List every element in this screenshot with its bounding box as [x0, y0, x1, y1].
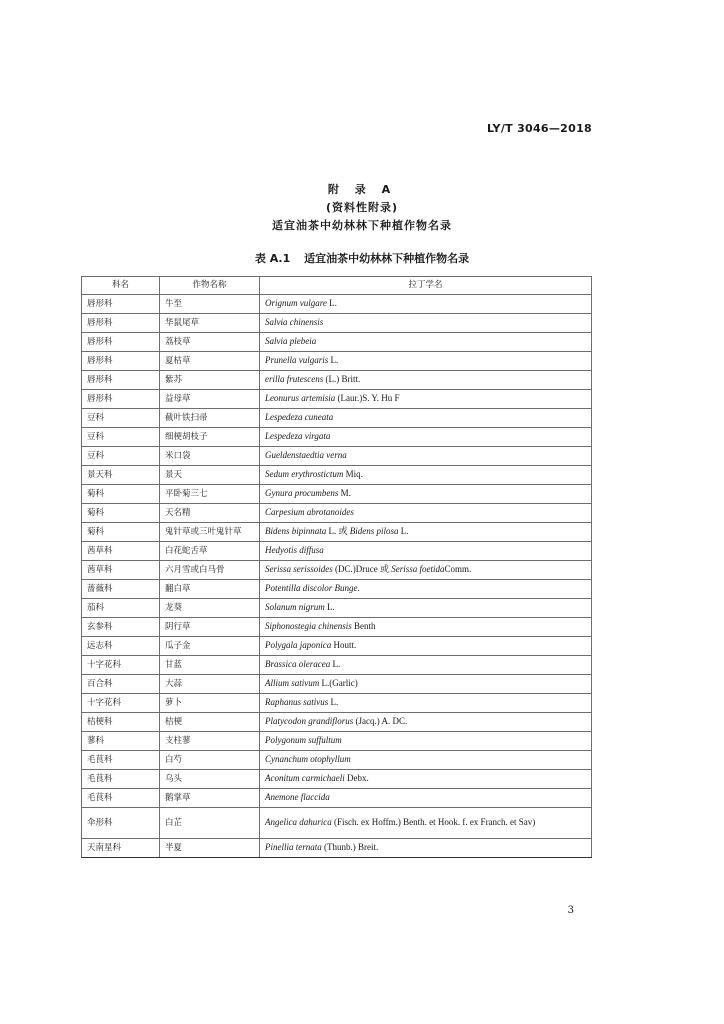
table-row [82, 409, 592, 428]
table-row [82, 352, 592, 371]
latin-name-cell [260, 789, 592, 808]
latin-name-text: M. [338, 488, 351, 499]
latin-name-text: (DC.)Druce 或 [332, 564, 392, 575]
table-row [82, 637, 592, 656]
table-row [82, 466, 592, 485]
latin-name-italic: Polygala japonica [265, 640, 332, 651]
latin-name-cell [260, 732, 592, 751]
annex-kind: (资料性附录) [325, 201, 399, 214]
family-cell: 菊科 [82, 485, 160, 504]
family-cell: 豆科 [82, 409, 160, 428]
latin-name-cell [260, 713, 592, 732]
latin-name-cell [260, 770, 592, 789]
table-row [82, 485, 592, 504]
crop-name-cell: 白花蛇舌草 [160, 542, 260, 561]
table-body [82, 295, 592, 858]
latin-name-italic: Angelica dahurica [265, 817, 332, 828]
latin-name-cell [260, 504, 592, 523]
table-caption-number: 表 A.1 [254, 252, 291, 265]
table-row [82, 333, 592, 352]
latin-name-cell [260, 656, 592, 675]
family-cell: 唇形科 [82, 390, 160, 409]
table-row [82, 428, 592, 447]
family-cell: 毛茛科 [82, 770, 160, 789]
crop-name-cell: 半夏 [160, 839, 260, 858]
plant-table [81, 276, 592, 858]
latin-name-italic: Aconitum carmichaeli [265, 773, 345, 784]
latin-name-italic: Anemone flaccida [265, 792, 330, 803]
crop-name-cell: 桔梗 [160, 713, 260, 732]
crop-name-cell: 天名精 [160, 504, 260, 523]
table-row [82, 295, 592, 314]
family-cell: 唇形科 [82, 371, 160, 390]
family-cell: 菊科 [82, 504, 160, 523]
family-cell: 玄参科 [82, 618, 160, 637]
latin-name-text: . [357, 583, 360, 594]
latin-name-italic: Raphanus sativus [265, 697, 329, 708]
crop-name-cell: 细梗胡枝子 [160, 428, 260, 447]
family-cell: 豆科 [82, 428, 160, 447]
crop-name-cell: 甘蓝 [160, 656, 260, 675]
crop-name-cell: 翻白草 [160, 580, 260, 599]
latin-name-text: L. [330, 659, 341, 670]
column-header-crop: 作物名称 [160, 277, 260, 295]
latin-name-cell [260, 409, 592, 428]
latin-name-italic: Lespedeza virgata [265, 431, 331, 442]
latin-name-italic: Bidens bipinnata [265, 526, 327, 537]
latin-name-italic: Bidens pilosa [349, 526, 399, 537]
family-cell: 桔梗科 [82, 713, 160, 732]
latin-name-cell [260, 523, 592, 542]
latin-name-text: L. [328, 355, 339, 366]
latin-name-italic: Gynura procumbens [265, 488, 339, 499]
table-row [82, 770, 592, 789]
latin-name-italic: Lespedeza cuneata [265, 412, 334, 423]
latin-name-text: Miq. [343, 469, 363, 480]
latin-name-italic: Gueldenstaedtia verna [265, 450, 347, 461]
table-row [82, 789, 592, 808]
latin-name-text: Debx. [344, 773, 369, 784]
table-header-row [82, 277, 592, 295]
crop-name-cell: 六月雪或白马骨 [160, 561, 260, 580]
latin-name-cell [260, 333, 592, 352]
latin-name-cell [260, 561, 592, 580]
family-cell: 豆科 [82, 447, 160, 466]
crop-name-cell: 米口袋 [160, 447, 260, 466]
column-header-family: 科名 [82, 277, 160, 295]
table-row [82, 390, 592, 409]
latin-name-cell [260, 352, 592, 371]
page-number: 3 [567, 905, 574, 916]
latin-name-italic: Solanum nigrum [265, 602, 325, 613]
latin-name-cell [260, 466, 592, 485]
family-cell: 十字花科 [82, 656, 160, 675]
crop-name-cell: 大蒜 [160, 675, 260, 694]
latin-name-cell [260, 295, 592, 314]
family-cell: 茄科 [82, 599, 160, 618]
latin-name-cell [260, 485, 592, 504]
crop-name-cell: 阴行草 [160, 618, 260, 637]
crop-name-cell: 鹅掌草 [160, 789, 260, 808]
crop-name-cell: 瓜子金 [160, 637, 260, 656]
family-cell: 蓼科 [82, 732, 160, 751]
latin-name-text: Houtt. [331, 640, 357, 651]
latin-name-italic: Leonurus artemisia [265, 393, 336, 404]
table-row [82, 447, 592, 466]
latin-name-cell [260, 371, 592, 390]
latin-name-text: L. [324, 602, 335, 613]
latin-name-cell [260, 580, 592, 599]
table-row [82, 839, 592, 858]
family-cell: 伞形科 [82, 808, 160, 839]
crop-name-cell: 华鼠尾草 [160, 314, 260, 333]
crop-name-cell: 夏枯草 [160, 352, 260, 371]
crop-name-cell: 截叶铁扫帚 [160, 409, 260, 428]
latin-name-cell [260, 428, 592, 447]
crop-name-cell: 牛至 [160, 295, 260, 314]
family-cell: 唇形科 [82, 314, 160, 333]
family-cell: 天南星科 [82, 839, 160, 858]
table-row [82, 656, 592, 675]
latin-name-text: L.(Garlic) [319, 678, 358, 689]
latin-name-italic: Salvia chinensis [265, 317, 324, 328]
latin-name-italic: Polygonum suffultum [265, 735, 342, 746]
latin-name-text: (Fisch. ex Hoffm.) Benth. et Hook. f. ex Franch. et Sav) [331, 817, 536, 828]
table-row [82, 694, 592, 713]
latin-name-cell [260, 618, 592, 637]
crop-name-cell: 乌头 [160, 770, 260, 789]
latin-name-italic: Prunella vulgaris [265, 355, 329, 366]
latin-name-text: L. [326, 298, 337, 309]
table-caption [0, 250, 724, 266]
latin-name-italic: Orignum vulgare [265, 298, 327, 309]
latin-name-cell [260, 694, 592, 713]
crop-name-cell: 平卧菊三七 [160, 485, 260, 504]
latin-name-italic: Brassica oleracea [265, 659, 331, 670]
latin-name-cell [260, 675, 592, 694]
table-row [82, 732, 592, 751]
family-cell: 十字花科 [82, 694, 160, 713]
table-row [82, 542, 592, 561]
annex-name: 适宜油茶中幼林林下种植作物名录 [272, 219, 452, 232]
latin-name-italic: Sedum erythrostictum [265, 469, 344, 480]
crop-name-cell: 荔枝草 [160, 333, 260, 352]
table-row [82, 561, 592, 580]
standard-code: LY/T 3046—2018 [486, 122, 592, 135]
latin-name-italic: Hedyotis diffusa [265, 545, 324, 556]
annex-title: 附 录 A [327, 183, 397, 196]
latin-name-text: L. 或 [326, 526, 350, 537]
latin-name-italic: Salvia plebeia [265, 336, 317, 347]
latin-name-italic: Potentilla discolor Bunge [265, 583, 358, 594]
table-row [82, 808, 592, 839]
table-row [82, 618, 592, 637]
crop-name-cell: 支柱蓼 [160, 732, 260, 751]
latin-name-cell [260, 390, 592, 409]
family-cell: 菊科 [82, 523, 160, 542]
latin-name-italic: erilla frutescens [265, 374, 324, 385]
table-row [82, 314, 592, 333]
latin-name-cell [260, 314, 592, 333]
latin-name-text: L. [328, 697, 339, 708]
table-row [82, 751, 592, 770]
table-row [82, 713, 592, 732]
family-cell: 唇形科 [82, 295, 160, 314]
latin-name-cell [260, 447, 592, 466]
latin-name-cell [260, 839, 592, 858]
latin-name-italic: Carpesium abrotanoides [265, 507, 354, 518]
table-row [82, 675, 592, 694]
latin-name-cell [260, 542, 592, 561]
crop-name-cell: 紫苏 [160, 371, 260, 390]
latin-name-text: (L.) Britt. [323, 374, 361, 385]
table-row [82, 599, 592, 618]
crop-name-cell: 景天 [160, 466, 260, 485]
latin-name-cell [260, 751, 592, 770]
crop-name-cell: 龙葵 [160, 599, 260, 618]
family-cell: 茜草科 [82, 561, 160, 580]
family-cell: 毛茛科 [82, 789, 160, 808]
latin-name-italic: Platycodon grandiflorus [265, 716, 354, 727]
column-header-latin: 拉丁学名 [260, 277, 592, 295]
crop-name-cell: 白芷 [160, 808, 260, 839]
latin-name-text: (Laur.)S. Y. Hu F [335, 393, 400, 404]
family-cell: 景天科 [82, 466, 160, 485]
latin-name-italic: Serissa foetida [391, 564, 445, 575]
table-caption-title: 适宜油茶中幼林林下种植作物名录 [304, 252, 470, 265]
family-cell: 唇形科 [82, 352, 160, 371]
latin-name-text: L. [398, 526, 409, 537]
family-cell: 远志科 [82, 637, 160, 656]
family-cell: 唇形科 [82, 333, 160, 352]
crop-name-cell: 萝卜 [160, 694, 260, 713]
family-cell: 蔷薇科 [82, 580, 160, 599]
latin-name-cell [260, 637, 592, 656]
latin-name-text: (Thunb.) Breit. [321, 842, 379, 853]
latin-name-cell [260, 599, 592, 618]
latin-name-text: Benth [351, 621, 376, 632]
latin-name-text: (Jacq.) A. DC. [353, 716, 408, 727]
crop-name-cell: 益母草 [160, 390, 260, 409]
crop-name-cell: 白芍 [160, 751, 260, 770]
table-row [82, 504, 592, 523]
latin-name-italic: Siphonostegia chinensis [265, 621, 352, 632]
family-cell: 百合科 [82, 675, 160, 694]
latin-name-italic: Serissa serissoides [265, 564, 333, 575]
table-row [82, 523, 592, 542]
latin-name-text: Comm. [444, 564, 472, 575]
crop-name-cell: 鬼针草或三叶鬼针草 [160, 523, 260, 542]
latin-name-cell [260, 808, 592, 839]
family-cell: 茜草科 [82, 542, 160, 561]
latin-name-italic: Cynanchum otophyllum [265, 754, 351, 765]
table-row [82, 580, 592, 599]
latin-name-italic: Pinellia ternata [265, 842, 322, 853]
family-cell: 毛茛科 [82, 751, 160, 770]
latin-name-italic: Allium sativum [265, 678, 320, 689]
table-row [82, 371, 592, 390]
